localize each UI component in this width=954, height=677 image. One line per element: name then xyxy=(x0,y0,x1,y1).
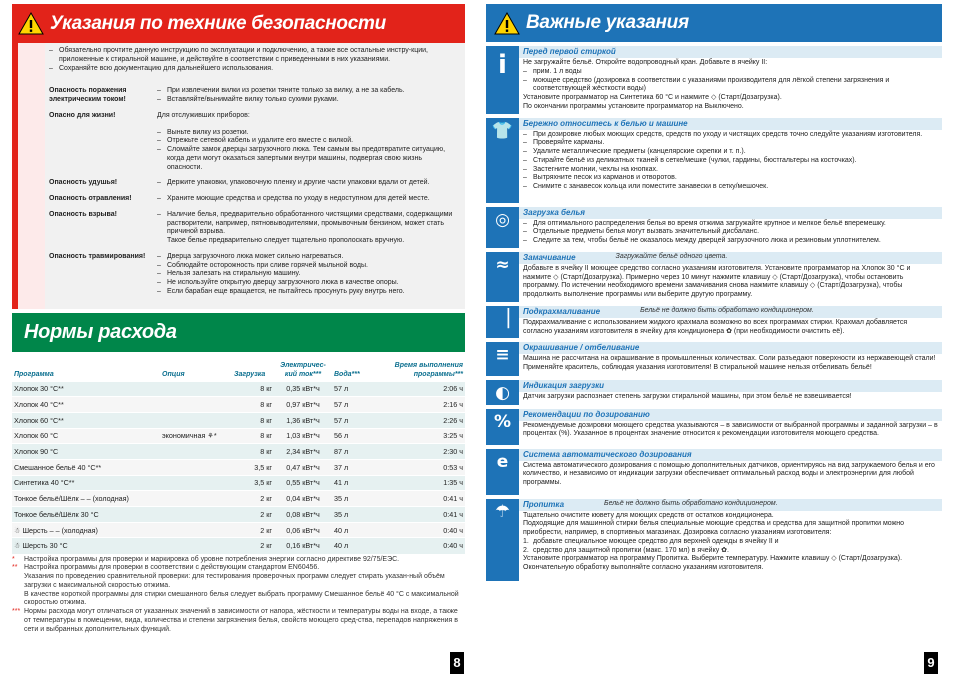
table-cell xyxy=(160,522,232,538)
section-line: – При дозировке любых моющих средств, средств по уходу и чистящих средств точно следуйте указаниям изготовителя. xyxy=(523,130,923,138)
table-cell: 0:40 ч xyxy=(370,538,465,554)
table-cell: 8 кг xyxy=(232,412,274,428)
section xyxy=(486,306,942,339)
danger-label: Опасность отравления! xyxy=(49,195,132,202)
table-cell xyxy=(160,412,232,428)
table-cell: 8 кг xyxy=(232,428,274,444)
section-line: Подкрахмаливание с использованием жидкого крахмала возможно во всех программах стирки. Крахмал добавляется согласно указаниям изготовителя в ячейку для кондиционера ✿ (при необходимости очистить её). xyxy=(523,318,908,335)
footnote: * Настройка программы для проверки и маркировка об уровне потребления энергии согласно директиве 92/75/ЕЭС. xyxy=(12,555,400,563)
table-row xyxy=(12,412,465,428)
safety-title: Указания по технике безопасности xyxy=(50,12,386,34)
load-icon: ◐ xyxy=(486,380,519,404)
table-body xyxy=(12,381,465,554)
table-cell: 2 кг xyxy=(232,491,274,507)
page-number: 9 xyxy=(924,652,938,674)
danger-label: Опасность удушья! xyxy=(49,179,118,187)
safety-header xyxy=(12,4,465,43)
danger-row: – Выньте вилку из розетки. – Отрежьте сетевой кабель и удалите его вместе с вилкой. – Сломайте замок дверцы загрузочного люка. Тем самым вы предотвратите ситуацию, когда дети могут оказаться запертыми внутри машины, подвергая свою жизнь опасности. xyxy=(157,128,446,171)
table-cell: 57 л xyxy=(332,381,370,397)
table-cell: Тонкое бельё/Шёлк 30 °C xyxy=(12,507,160,523)
table-cell xyxy=(160,491,232,507)
col-load: Загрузка xyxy=(234,370,266,378)
proof-icon: ☂ xyxy=(486,499,519,581)
section-line: – моющее средство (дозировка в соответствии с указаниями производителя для лёгкой степени загрязнения и соответствующей жёсткости воды) xyxy=(523,76,890,93)
section-line: – Вытряхните песок из карманов и отворотов. xyxy=(523,174,677,182)
footnote: ** Настройка программы для проверки в соответствии с действующим стандартом EN60456. xyxy=(12,564,320,572)
table-cell: 2:30 ч xyxy=(370,444,465,460)
table-cell xyxy=(160,381,232,397)
section-line: Установите программатор на программу Пропитка. Выберите температуру. Нажмите клавишу ◇ (Старт/Дозагрузка). Окончательную обработку выполняйте согласно указаниям изготовителя. xyxy=(523,555,903,571)
section xyxy=(486,380,942,404)
table-cell: 0:41 ч xyxy=(370,491,465,507)
danger-row: Опасность взрыва! – Наличие белья, предварительно обработанного чистящими средствами, содержащими растворители, например, пятновыводителями, промывочным бензином, может стать причиной взрыва. Такое белье предварительно следует тщательно прополоскать вручную. xyxy=(45,211,465,246)
section xyxy=(486,207,942,248)
table-cell: 8 кг xyxy=(232,397,274,413)
col-time: Время выполнения программы*** xyxy=(394,362,463,378)
right-page xyxy=(486,4,942,674)
table-row xyxy=(12,475,465,491)
table-cell: Синтетика 40 °C** xyxy=(12,475,160,491)
section xyxy=(486,46,942,114)
norms-header xyxy=(12,313,465,352)
section-line: – Застегните молнии, чехлы на кнопках. xyxy=(523,165,658,173)
table-row xyxy=(12,428,465,444)
table-cell: 40 л xyxy=(332,522,370,538)
table-cell xyxy=(160,475,232,491)
col-water: Вода*** xyxy=(334,370,360,378)
shirt-icon: 👕 xyxy=(486,118,519,203)
left-page xyxy=(12,4,465,674)
section-line: Подходящие для машинной стирки белья специальные моющие средства и средства для защитной пропитки можно приобрести, например, в спортивных магазинах. Дозировка согласно указаниям изготовителя: xyxy=(523,520,905,536)
footnote: В качестве короткой программы для стирки смешанного белья следует выбрать программу Смешанное бельё 40 °C с максимальной скоростью отжима. xyxy=(24,590,459,607)
table-cell xyxy=(160,397,232,413)
danger-row: Опасность отравления! – Храните моющие средства и средства по уходу в недоступном для детей месте. xyxy=(45,195,465,204)
consumption-table xyxy=(12,355,465,554)
table-cell: 56 л xyxy=(332,428,370,444)
table-cell: 0:40 ч xyxy=(370,522,465,538)
section-heading: Окрашивание / отбеливание xyxy=(519,342,942,354)
danger-label: Опасность взрыва! xyxy=(49,210,117,218)
dosage-icon: % xyxy=(486,409,519,445)
section-line: – Для оптимального распределения белья во время отжима загружайте крупное и мелкое бельё вперемешку. xyxy=(523,219,886,227)
table-cell: экономичная ⚘* xyxy=(160,428,232,444)
table-cell xyxy=(160,459,232,475)
section-heading: Пропитка Бельё не должно быть обработано кондиционером. xyxy=(519,499,942,511)
important-title: Важные указания xyxy=(526,12,689,34)
table-cell: 3,5 кг xyxy=(232,459,274,475)
section xyxy=(486,118,942,203)
table-cell: Хлопок 30 °C** xyxy=(12,381,160,397)
table-cell: 40 л xyxy=(332,538,370,554)
danger-row xyxy=(45,112,465,121)
table-cell: ☃ Шерсть – – (холодная) xyxy=(12,522,160,538)
section-line: – Следите за тем, чтобы бельё не оказалось между дверцей загрузочного люка и резиновым уплотнителем. xyxy=(523,237,881,244)
table-row xyxy=(12,522,465,538)
section-heading: Загрузка белья xyxy=(519,207,942,219)
table-cell: 0,06 кВт*ч xyxy=(274,522,332,538)
danger-row: Опасность травмирования! – Дверца загрузочного люка может сильно нагреваться. – Соблюдайте осторожность при сливе горячей мыльной воды. – Нельзя залезать на стиральную машину. – Не используйте открытую дверцу загрузочного люка в качестве опоры. – Если барабан еще вращается, не пытайтесь просунуть руку внутрь него. xyxy=(45,253,465,297)
warning-icon xyxy=(494,12,520,35)
table-cell: 35 л xyxy=(332,507,370,523)
table-cell: 57 л xyxy=(332,397,370,413)
table-cell: 8 кг xyxy=(232,381,274,397)
table-cell: 2 кг xyxy=(232,522,274,538)
table-cell: 8 кг xyxy=(232,444,274,460)
table-cell: 57 л xyxy=(332,412,370,428)
section-line: Добавьте в ячейку II моющее средство согласно указаниям изготовителя. Установите программатор на Хлопок 30 °C и нажмите ◇ (Старт/Дозагрузка). Примерно через 10 минут нажмите клавишу ◇ (Старт/Дозагрузка), чтобы остановить программу. По истечении необходимого времени замачивания снова нажмите клавишу ◇ (Старт/Дозагрузка), чтобы продолжить выполнение программы или выберите другую программу. xyxy=(523,264,911,298)
table-cell: 37 л xyxy=(332,459,370,475)
section-line: 1. добавьте специальное моющее средство для верхней одежды в ячейку II и xyxy=(523,537,779,545)
section-line: 2. средство для защитной пропитки (макс. 170 мл) в ячейку ✿. xyxy=(523,546,729,554)
section xyxy=(486,342,942,376)
table-cell: 3:25 ч xyxy=(370,428,465,444)
drum-icon: ◎ xyxy=(486,207,519,248)
table-cell: ☃ Шерсть 30 °C xyxy=(12,538,160,554)
table-cell: 41 л xyxy=(332,475,370,491)
section-heading: Подкрахмаливание Бельё не должно быть обработано кондиционером. xyxy=(519,306,942,318)
section-line: – Отдельные предметы белья могут вызвать значительный дисбаланс. xyxy=(523,228,760,236)
table-row xyxy=(12,491,465,507)
footnote: *** Нормы расхода могут отличаться от указанных значений в зависимости от напора, жёсткости и температуры воды на входе, а также от температуры в помещении, вида, количества и степени загрязнения белья, свойств моющего сред-ства, перепадов напряжения в сети и выбранных дополнительных функций. xyxy=(12,608,458,633)
section-line: Не загружайте бельё. Откройте водопроводный кран. Добавьте в ячейку II: xyxy=(523,59,768,66)
section-heading: Рекомендации по дозированию xyxy=(519,409,942,421)
sections xyxy=(486,46,942,581)
table-cell: 87 л xyxy=(332,444,370,460)
danger-label: Опасно для жизни! xyxy=(49,111,116,119)
section-heading: Перед первой стиркой xyxy=(519,46,942,58)
table-cell xyxy=(160,444,232,460)
section-line: – Проверяйте карманы. xyxy=(523,139,605,147)
danger-row: Опасность поражения электрическим током! – При извлечении вилки из розетки тяните только за вилку, а не за кабель. – Вставляйте/вынимайте вилку только сухими руками. xyxy=(45,87,465,105)
table-cell: 2:26 ч xyxy=(370,412,465,428)
section-heading: Бережно относитесь к белью и машине xyxy=(519,118,942,130)
section xyxy=(486,449,942,495)
section-line: – Удалите металлические предметы (канцелярские скрепки и т. п.). xyxy=(523,148,746,155)
section xyxy=(486,252,942,302)
table-cell: 0,97 кВт*ч xyxy=(274,397,332,413)
table-cell: 3,5 кг xyxy=(232,475,274,491)
section-line: Тщательно очистите кювету для моющих средств от остатков кондиционера. xyxy=(523,511,774,519)
section-line: Рекомендуемые дозировки моющего средства указываются – в зависимости от выбранной программы и заданной загрузки – в процентах (%). Указанное в процентах значение относится к рекомендации изготовителя моющего средства. xyxy=(523,421,938,438)
important-header xyxy=(486,4,942,42)
danger-row: Опасность удушья! – Держите упаковки, упаковочную пленку и другие части упаковки вдали от детей. xyxy=(45,179,465,188)
footnotes xyxy=(12,556,465,635)
warning-icon xyxy=(18,12,44,35)
safety-intro: – Обязательно прочтите данную инструкцию по эксплуатации и подключению, а также все остальные инстру-кции, приложенные к стиральной машине, и действуйте в соответствии с приведенными в них указаниями. – Сохраняйте всю документацию для дальнейшего использования. xyxy=(45,43,465,73)
danger-label: Опасность травмирования! xyxy=(49,252,146,260)
table-cell: 2:06 ч xyxy=(370,381,465,397)
table-cell: 0,35 кВт*ч xyxy=(274,381,332,397)
col-option: Опция xyxy=(162,370,185,378)
section-line: Машина не рассчитана на окрашивание в промышленных количествах. Соли разъедают поверхности из нержавеющей стали! Применяйте краситель, соблюдая указания изготовителя! В стиральной машине нельзя отбеливать бельё! xyxy=(523,355,936,371)
dye-icon: ≡ xyxy=(486,342,519,376)
table-cell: 0,55 кВт*ч xyxy=(274,475,332,491)
section-line: Датчик загрузки распознает степень загрузки стиральной машины, при этом бельё не взвешивается! xyxy=(523,393,852,401)
section xyxy=(486,409,942,445)
autodose-icon: e xyxy=(486,449,519,495)
intro-line: Сохраняйте всю документацию для дальнейшего использования. xyxy=(59,64,274,72)
table-cell: 0,47 кВт*ч xyxy=(274,459,332,475)
section-line: По окончании программы установите программатор на Выключено. xyxy=(523,102,744,110)
col-program: Программа xyxy=(14,370,54,378)
page-number: 8 xyxy=(450,652,464,674)
table-cell: 35 л xyxy=(332,491,370,507)
table-row xyxy=(12,381,465,397)
table-cell xyxy=(160,507,232,523)
section-heading: Индикация загрузки xyxy=(519,380,942,392)
info-icon: i xyxy=(486,46,519,114)
section-line: – Снимите с занавесок кольца или поместите занавески в сетку/мешочек. xyxy=(523,183,769,190)
table-cell: 0,16 кВт*ч xyxy=(274,538,332,554)
table-row xyxy=(12,444,465,460)
table-cell: 1,03 кВт*ч xyxy=(274,428,332,444)
table-cell: Хлопок 60 °C xyxy=(12,428,160,444)
section-line: Система автоматического дозирования с помощью дополнительных датчиков, ориентируясь на вид загружаемого белья и его количество, и независимо от индикации загрузки обеспечивает оптимальный расход воды и электроэнергии для любой программы. xyxy=(523,461,935,486)
table-cell: 2 кг xyxy=(232,538,274,554)
table-cell: Хлопок 60 °C** xyxy=(12,412,160,428)
table-cell: Смешанное бельё 40 °C** xyxy=(12,459,160,475)
table-cell xyxy=(160,538,232,554)
table-cell: 0,04 кВт*ч xyxy=(274,491,332,507)
danger-text: Для отслуживших приборов: xyxy=(157,111,250,119)
starch-icon: ▕ xyxy=(486,306,519,339)
table-cell: Хлопок 90 °C xyxy=(12,444,160,460)
section-line: Установите программатор на Синтетика 60 °C и нажмите ◇ (Старт/Дозагрузка). xyxy=(523,94,782,101)
table-cell: Тонкое бельё/Шёлк – – (холодная) xyxy=(12,491,160,507)
section-heading: Система автоматического дозирования xyxy=(519,449,942,461)
safety-block xyxy=(12,43,465,309)
table-cell: 0:53 ч xyxy=(370,459,465,475)
table-row xyxy=(12,459,465,475)
table-row xyxy=(12,397,465,413)
table-cell: 1,36 кВт*ч xyxy=(274,412,332,428)
danger-label: Опасность поражения электрическим током! xyxy=(49,87,127,103)
norms-title: Нормы расхода xyxy=(24,321,177,343)
section-line: – Стирайте бельё из деликатных тканей в сетке/мешке (чулки, гардины, бюстгальтеры на косточках). xyxy=(523,156,857,164)
table-cell: Хлопок 40 °C** xyxy=(12,397,160,413)
table-row xyxy=(12,507,465,523)
footnote: Указания по проведению сравнительной проверки: для тестирования проверочных программ следует стирать указан-ный объём загрузки с максимальной скоростью отжима. xyxy=(24,573,445,589)
soak-icon: ≈ xyxy=(486,252,519,302)
table-cell: 0,08 кВт*ч xyxy=(274,507,332,523)
intro-line: Обязательно прочтите данную инструкцию по эксплуатации и подключению, а также все остальные инстру-кции, приложенные к стиральной машине, и действуйте в соответствии с приведенными в них указаниями. xyxy=(59,47,428,63)
table-cell: 0:41 ч xyxy=(370,507,465,523)
section xyxy=(486,499,942,581)
col-power: Электричес-кий ток*** xyxy=(280,362,326,378)
table-cell: 1:35 ч xyxy=(370,475,465,491)
table-cell: 2:16 ч xyxy=(370,397,465,413)
table-header-row xyxy=(12,355,465,381)
table-cell: 2,34 кВт*ч xyxy=(274,444,332,460)
section-heading: Замачивание Загружайте бельё одного цвета. xyxy=(519,252,942,264)
table-cell: 2 кг xyxy=(232,507,274,523)
section-line: – прим. 1 л воды xyxy=(523,67,582,75)
table-row xyxy=(12,538,465,554)
